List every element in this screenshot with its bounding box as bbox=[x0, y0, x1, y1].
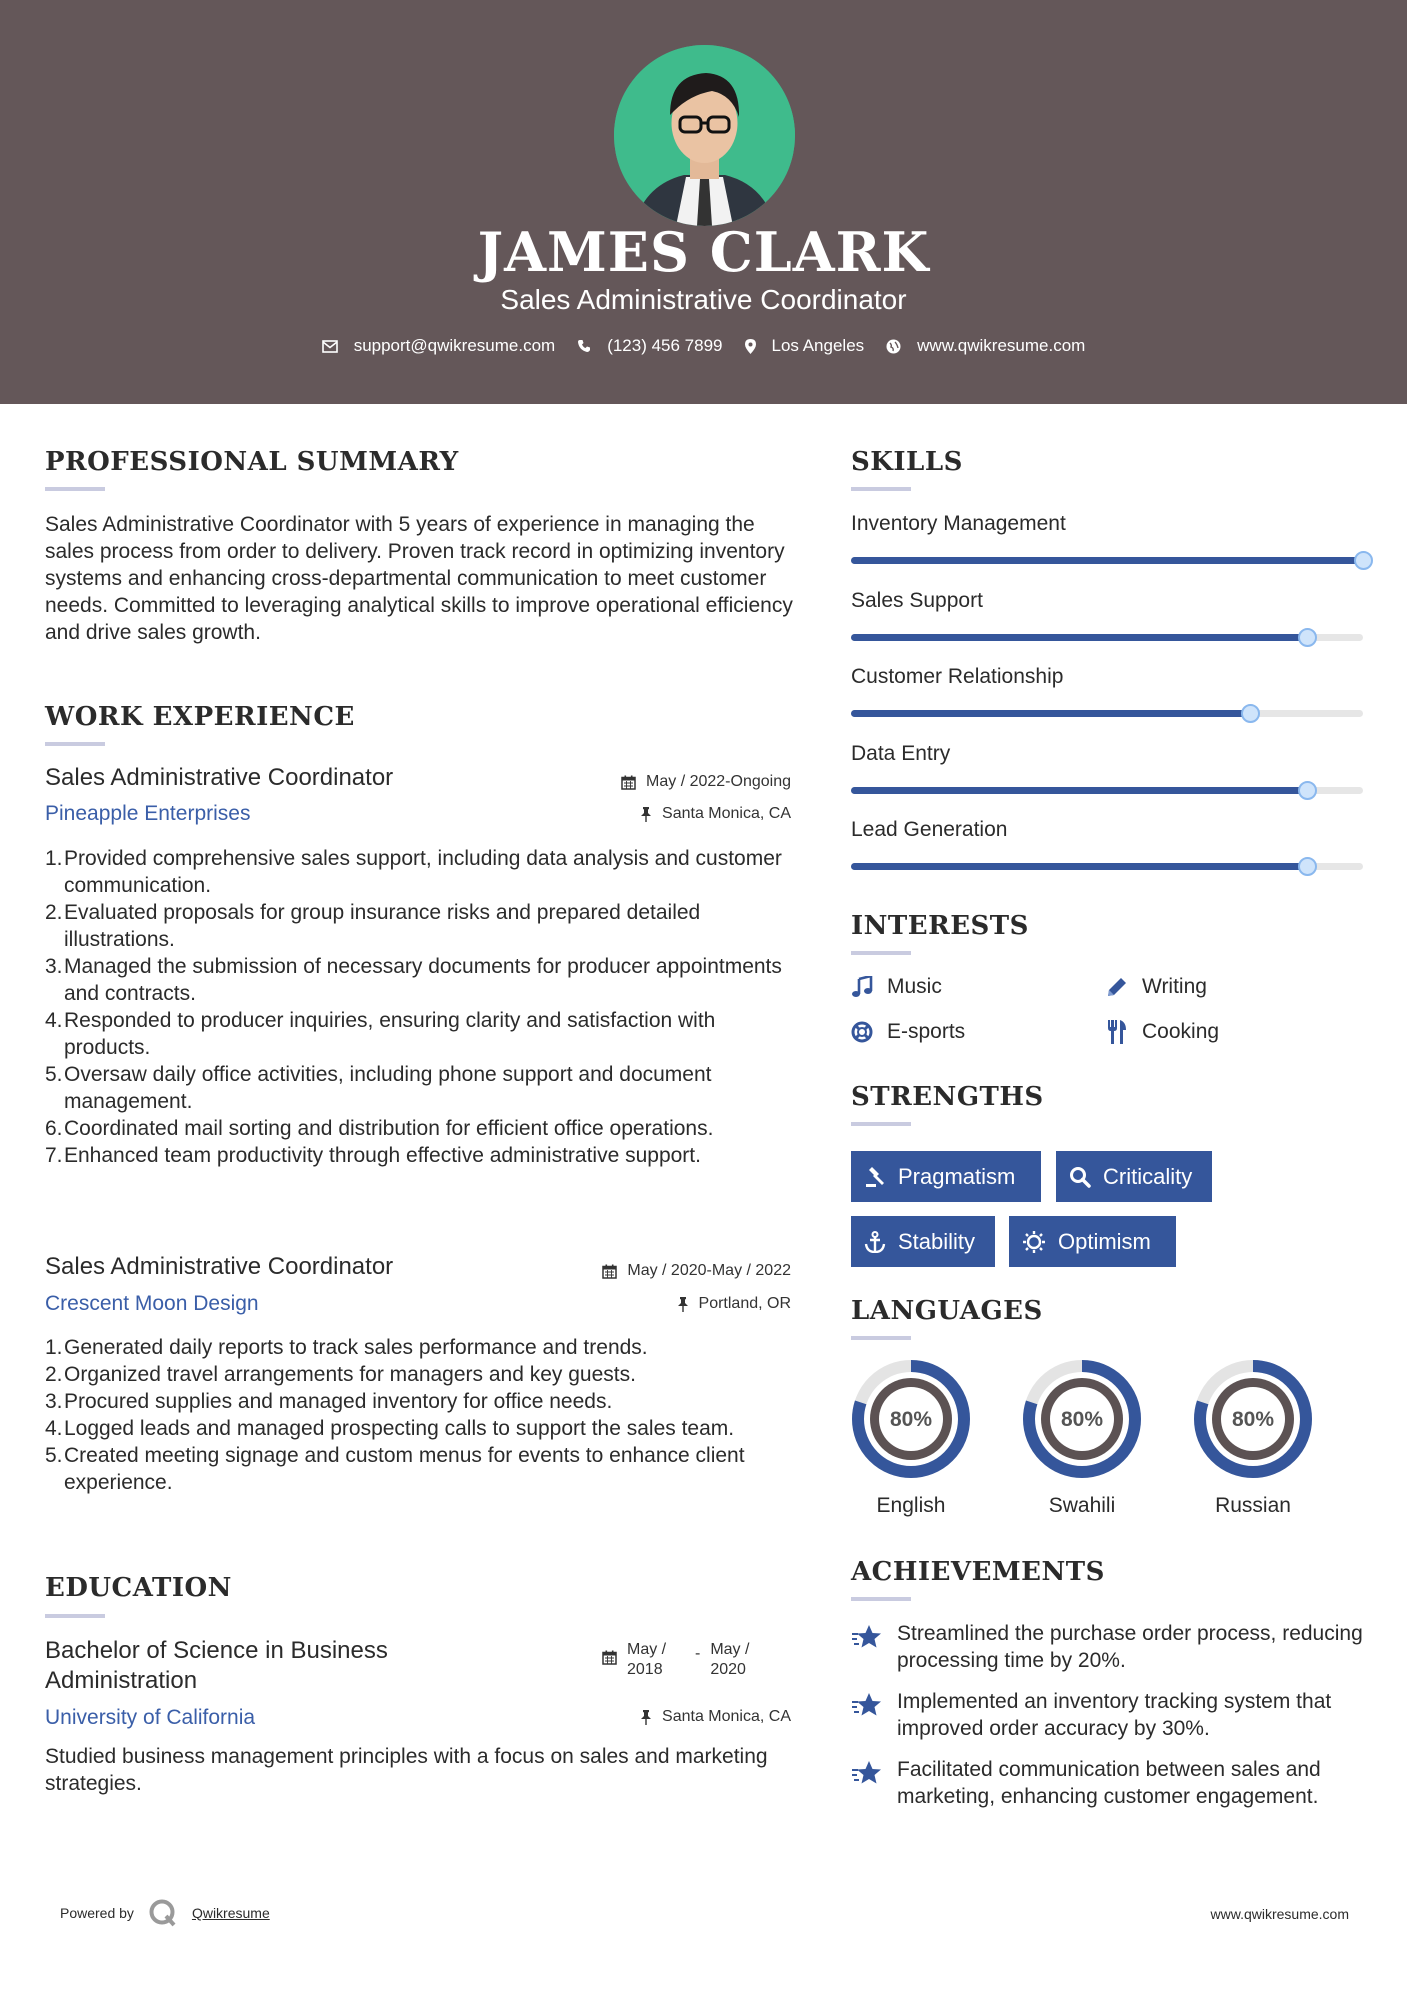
contact-website-text: www.qwikresume.com bbox=[917, 336, 1086, 355]
job-dates-text: May / 2022-Ongoing bbox=[646, 773, 791, 790]
anchor-icon bbox=[864, 1231, 886, 1253]
job-bullets bbox=[45, 845, 795, 1169]
utensils-icon bbox=[1106, 1020, 1128, 1044]
school-name: University of California bbox=[45, 1706, 256, 1729]
star-icon bbox=[851, 1624, 883, 1652]
language-donut bbox=[1192, 1358, 1314, 1480]
skill-bar-fill bbox=[851, 710, 1250, 717]
skill-label: Inventory Management bbox=[851, 512, 1066, 535]
search-icon bbox=[1069, 1166, 1091, 1188]
experience-heading: WORK EXPERIENCE bbox=[45, 702, 355, 732]
skill-label: Data Entry bbox=[851, 741, 951, 765]
achievement-item: Implemented an inventory tracking system that improved order accuracy by 30%. bbox=[851, 1688, 1371, 1742]
language-donut bbox=[850, 1358, 972, 1480]
language-percent: 80% bbox=[889, 1408, 933, 1431]
language-name: English bbox=[876, 1494, 946, 1517]
envelope-icon bbox=[322, 340, 338, 353]
skill-label: Sales Support bbox=[851, 588, 983, 612]
music-icon bbox=[851, 976, 873, 998]
pin-icon bbox=[640, 1710, 652, 1725]
list-item: 3. Managed the submission of necessary documents for producer appointments and contracts. bbox=[45, 955, 782, 1005]
skill-bar bbox=[851, 787, 1363, 794]
skill-bar bbox=[851, 557, 1363, 564]
education-dates: May / 2018 - May / 2020 bbox=[602, 1640, 762, 1680]
job-title: Sales Administrative Coordinator bbox=[45, 1253, 394, 1280]
gavel-icon bbox=[864, 1166, 886, 1188]
education-heading: EDUCATION bbox=[45, 1573, 232, 1603]
strength-chip: Optimism bbox=[1009, 1216, 1176, 1267]
contact-location bbox=[745, 336, 865, 356]
list-item: 1. Provided comprehensive sales support, including data analysis and customer communication. bbox=[45, 847, 782, 897]
education-heading-rule bbox=[45, 1614, 105, 1618]
strength-chip: Criticality bbox=[1056, 1151, 1212, 1202]
language-name: Russian bbox=[1215, 1494, 1291, 1517]
experience-heading-rule bbox=[45, 742, 105, 746]
achievement-item: Streamlined the purchase order process, reducing processing time by 20%. bbox=[851, 1620, 1371, 1674]
skill-bar-fill bbox=[851, 863, 1307, 870]
contact-email[interactable] bbox=[322, 336, 556, 356]
language-percent: 80% bbox=[1060, 1408, 1104, 1431]
interest-esports: E-sports bbox=[851, 1020, 965, 1044]
job-location bbox=[640, 805, 791, 823]
skill-bar-knob bbox=[1298, 781, 1317, 800]
job-bullets bbox=[45, 1334, 795, 1496]
pencil-icon bbox=[1106, 976, 1128, 998]
footer-powered-by bbox=[60, 1898, 270, 1928]
skill-bar-fill bbox=[851, 557, 1363, 564]
skill-label: Customer Relationship bbox=[851, 665, 1064, 688]
list-item: 5. Created meeting signage and custom menus for events to enhance client experience. bbox=[45, 1444, 745, 1494]
summary-heading-rule bbox=[45, 487, 105, 491]
language-item bbox=[850, 1358, 972, 1518]
language-item bbox=[1021, 1358, 1143, 1518]
life-ring-icon bbox=[851, 1021, 873, 1043]
list-item: 2. Organized travel arrangements for managers and key guests. bbox=[45, 1363, 636, 1386]
star-icon bbox=[851, 1760, 883, 1788]
skills-heading: SKILLS bbox=[851, 447, 963, 477]
education-location bbox=[640, 1708, 791, 1726]
summary-text: Sales Administrative Coordinator with 5 years of experience in managing the sales process from order to delivery. Proven track record in optimizing inventory systems and enhancing cross-departmental communication to meet customer needs. Committed to leveraging analytical skills to improve operational efficiency and drive sales growth. bbox=[45, 513, 793, 644]
list-item: 5. Oversaw daily office activities, including phone support and document management. bbox=[45, 1063, 712, 1113]
list-item: 1. Generated daily reports to track sales performance and trends. bbox=[45, 1336, 648, 1359]
achievements-heading-rule bbox=[851, 1597, 911, 1601]
profile-photo bbox=[614, 45, 795, 226]
map-marker-icon bbox=[745, 339, 756, 354]
globe-icon bbox=[886, 339, 901, 354]
footer-url[interactable]: www.qwikresume.com bbox=[1210, 1906, 1349, 1922]
education-start: May / 2018 bbox=[627, 1641, 667, 1678]
calendar-icon bbox=[602, 1650, 617, 1665]
degree-title: Bachelor of Science in Business Administration bbox=[45, 1637, 388, 1694]
company-name: Crescent Moon Design bbox=[45, 1292, 259, 1315]
language-donut bbox=[1021, 1358, 1143, 1480]
skill-bar bbox=[851, 634, 1363, 641]
language-name: Swahili bbox=[1048, 1494, 1116, 1517]
pin-icon bbox=[640, 807, 652, 822]
contact-phone[interactable] bbox=[577, 336, 722, 356]
list-item: 2. Evaluated proposals for group insurance risks and prepared detailed illustrations. bbox=[45, 901, 701, 951]
star-icon bbox=[851, 1692, 883, 1720]
list-item: 7. Enhanced team productivity through effective administrative support. bbox=[45, 1144, 701, 1167]
qwikresume-link[interactable]: Qwikresume bbox=[191, 1905, 270, 1921]
company-name: Pineapple Enterprises bbox=[45, 802, 251, 825]
contact-location-text: Los Angeles bbox=[771, 336, 865, 355]
skill-bar-fill bbox=[851, 787, 1307, 794]
strengths-heading-rule bbox=[851, 1122, 911, 1126]
strength-chip: Pragmatism bbox=[851, 1151, 1041, 1202]
list-item: 6. Coordinated mail sorting and distribution for efficient office operations. bbox=[45, 1117, 714, 1140]
qwikresume-logo-icon bbox=[148, 1898, 178, 1928]
pin-icon bbox=[677, 1297, 689, 1312]
education-description: Studied business management principles with a focus on sales and marketing strategies. bbox=[45, 1745, 768, 1795]
skill-bar-knob bbox=[1298, 628, 1317, 647]
job-dates-text: May / 2020-May / 2022 bbox=[627, 1262, 791, 1279]
skill-bar-knob bbox=[1354, 551, 1373, 570]
strengths-heading: STRENGTHS bbox=[851, 1082, 1044, 1112]
contact-email-text: support@qwikresume.com bbox=[353, 336, 556, 355]
strength-chip: Stability bbox=[851, 1216, 995, 1267]
job-title: Sales Administrative Coordinator bbox=[45, 764, 394, 791]
language-item bbox=[1192, 1358, 1314, 1518]
education-end: May / 2020 bbox=[710, 1641, 750, 1678]
calendar-icon bbox=[621, 775, 636, 790]
achievement-item: Facilitated communication between sales and marketing, enhancing customer engagement. bbox=[851, 1756, 1371, 1810]
job-location-text: Santa Monica, CA bbox=[662, 805, 791, 822]
phone-icon bbox=[577, 339, 591, 353]
summary-heading: PROFESSIONAL SUMMARY bbox=[45, 447, 459, 477]
skill-bar bbox=[851, 863, 1363, 870]
job-dates bbox=[602, 1262, 791, 1280]
language-percent: 80% bbox=[1231, 1408, 1275, 1431]
interests-heading: INTERESTS bbox=[851, 911, 1029, 941]
contact-website[interactable] bbox=[886, 336, 1085, 356]
skill-bar-knob bbox=[1298, 857, 1317, 876]
sun-icon bbox=[1022, 1230, 1046, 1254]
job-location bbox=[677, 1295, 791, 1313]
languages-heading: LANGUAGES bbox=[851, 1296, 1043, 1326]
resume-header bbox=[0, 0, 1407, 404]
interest-writing: Writing bbox=[1106, 975, 1207, 999]
skill-label: Lead Generation bbox=[851, 818, 1008, 841]
contact-bar bbox=[0, 336, 1407, 356]
calendar-icon bbox=[602, 1264, 617, 1279]
achievements-heading: ACHIEVEMENTS bbox=[851, 1557, 1105, 1587]
contact-phone-text: (123) 456 7899 bbox=[607, 336, 723, 355]
interest-music: Music bbox=[851, 975, 942, 999]
skill-bar bbox=[851, 710, 1363, 717]
list-item: 4. Logged leads and managed prospecting calls to support the sales team. bbox=[45, 1417, 735, 1440]
languages-heading-rule bbox=[851, 1336, 911, 1340]
skill-bar-knob bbox=[1241, 704, 1260, 723]
interests-heading-rule bbox=[851, 951, 911, 955]
skills-heading-rule bbox=[851, 487, 911, 491]
list-item: 4. Responded to producer inquiries, ensuring clarity and satisfaction with products. bbox=[45, 1009, 716, 1059]
education-location-text: Santa Monica, CA bbox=[662, 1708, 791, 1725]
candidate-role: Sales Administrative Coordinator bbox=[500, 284, 907, 315]
candidate-name: JAMES CLARK bbox=[477, 220, 930, 284]
interest-cooking: Cooking bbox=[1106, 1020, 1219, 1044]
job-location-text: Portland, OR bbox=[698, 1295, 791, 1312]
list-item: 3. Procured supplies and managed inventory for office needs. bbox=[45, 1390, 613, 1413]
job-dates bbox=[621, 773, 791, 791]
skill-bar-fill bbox=[851, 634, 1307, 641]
powered-by-label: Powered by bbox=[60, 1905, 134, 1921]
